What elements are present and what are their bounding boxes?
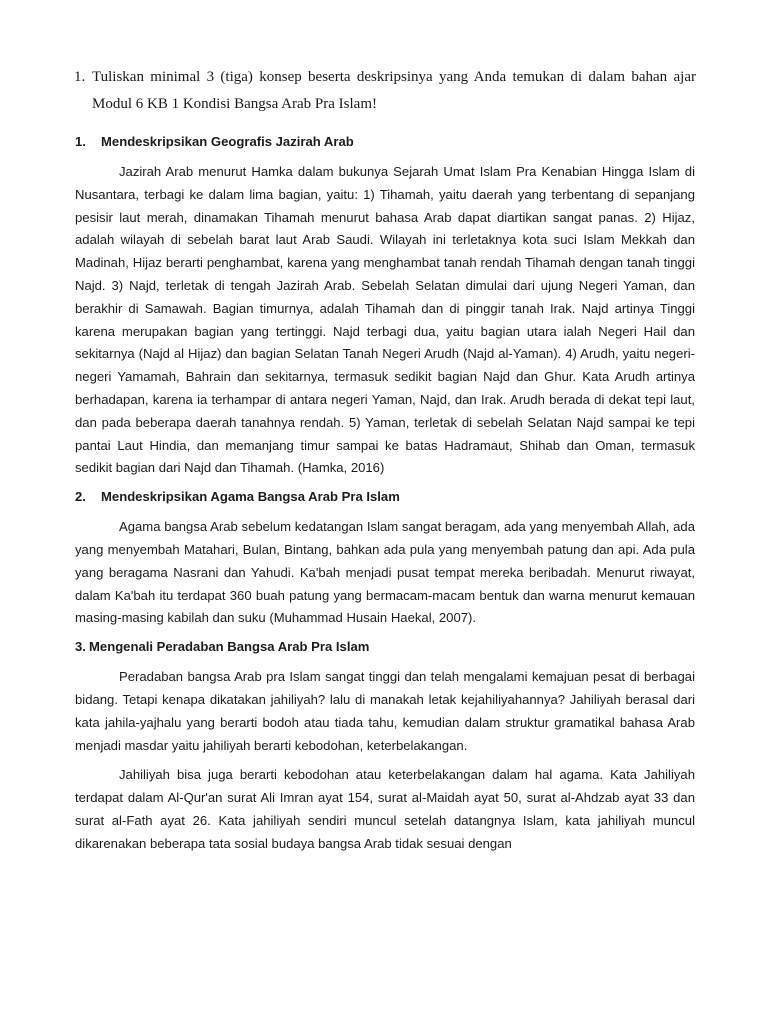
section-title: Mengenali Peradaban Bangsa Arab Pra Islam (89, 639, 370, 655)
section-agama (75, 487, 695, 630)
section-title: Mendeskripsikan Geografis Jazirah Arab (101, 134, 354, 149)
question-text: Tuliskan minimal 3 (tiga) konsep beserta deskripsinya yang Anda temukan di dalam bahan ajar Modul 6 KB 1 Kondisi Bangsa Arab Pra Islam! (92, 69, 696, 112)
section-title: Mendeskripsikan Agama Bangsa Arab Pra Islam (101, 489, 400, 505)
paragraph: Peradaban bangsa Arab pra Islam sangat tinggi dan telah mengalami kemajuan pesat di berbagai bidang. Tetapi kenapa dikatakan jahiliyah? lalu di manakah letak kejahiliyahannya? Jahiliyah berasal dari kata jahila-yajhalu yang berarti bodoh atau tiada tahu, kemudian dalam struktur gramatikal bahasa Arab menjadi masdar yaitu jahiliyah berarti kebodohan, keterbelakangan. (75, 669, 695, 753)
question (74, 64, 696, 118)
section-heading (75, 132, 695, 152)
section-number: 2. (75, 489, 86, 505)
paragraph: Agama bangsa Arab sebelum kedatangan Islam sangat beragam, ada yang menyembah Allah, ada yang menyembah Matahari, Bulan, Bintang, bahkan ada pula yang menyembah patung dan api. Ada pula yang beragama Nasrani dan Yahudi. Ka'bah menjadi pusat tempat mereka beribadah. Menurut riwayat, dalam Ka'bah itu terdapat 360 buah patung yang bermacam-macam bentuk dan warna menurut kemauan masing-masing kabilah dan suku (Muhammad Husain Haekal, 2007). (75, 519, 695, 626)
question-number: 1. (74, 69, 86, 85)
section-number: 1. (75, 134, 86, 149)
section-heading (75, 637, 695, 657)
paragraph: Jahiliyah bisa juga berarti kebodohan atau keterbelakangan dalam hal agama. Kata Jahiliyah terdapat dalam Al-Qur'an surat Ali Imran ayat 154, surat al-Maidah ayat 50, surat al-Ahdzab ayat 33 dan surat al-Fath ayat 26. Kata jahiliyah sendiri muncul setelah datangnya Islam, kata jahiliyah muncul dikarenakan beberapa tata sosial budaya bangsa Arab tidak sesuai dengan (75, 767, 695, 851)
section-number: 3. (75, 639, 86, 655)
answer-content (75, 132, 695, 863)
paragraph: Jazirah Arab menurut Hamka dalam bukunya Sejarah Umat Islam Pra Kenabian Hingga Islam di Nusantara, terbagi ke dalam lima bagian, yaitu: 1) Tihamah, yaitu daerah yang terbentang di sepanjang pesisir laut merah, dinamakan Tihamah menurut bahasa Arab dapat diartikan sangat panas. 2) Hijaz, adalah wilayah di sebelah barat laut Arab Saudi. Wilayah ini terletaknya kota suci Islam Mekkah dan Madinah, Hijaz berarti penghambat, karena yang menghambat tanah rendah Tihamah dengan tanah tinggi Najd. 3) Najd, terletak di tengah Jazirah Arab. Sebelah Selatan dimulai dari ujung Negeri Yaman, dan berakhir di Samawah. Bagian timurnya, adalah Tihamah dan di pinggir tanah Irak. Najd artinya Tinggi karena merupakan bagian yang tertinggi. Najd terbagi dua, yaitu bagian utara ialah Negeri Hail dan sekitarnya (Najd al Hijaz) dan bagian Selatan Tanah Negeri Arudh (Najd al-Yaman). 4) Arudh, yaitu negeri-negeri Yamamah, Bahrain dan sekitarnya, termasuk sedikit bagian Najd dan Ghur. Kata Arudh artinya berhadapan, karena ia terhampar di antara negeri Yaman, Najd, dan Irak. Arudh berada di dekat tepi laut, dan pada beberapa daerah tanahnya rendah. 5) Yaman, terletak di sebelah Selatan Najd sampai ke tepi pantai Laut Hindia, dan memanjang timur sampai ke batas Hadramaut, Shihab dan Oman, termasuk sedikit bagian dari Najd dan Tihamah. (Hamka, 2016) (75, 164, 695, 476)
section-heading (75, 487, 695, 507)
section-peradaban (75, 637, 695, 855)
section-geografis (75, 132, 695, 480)
